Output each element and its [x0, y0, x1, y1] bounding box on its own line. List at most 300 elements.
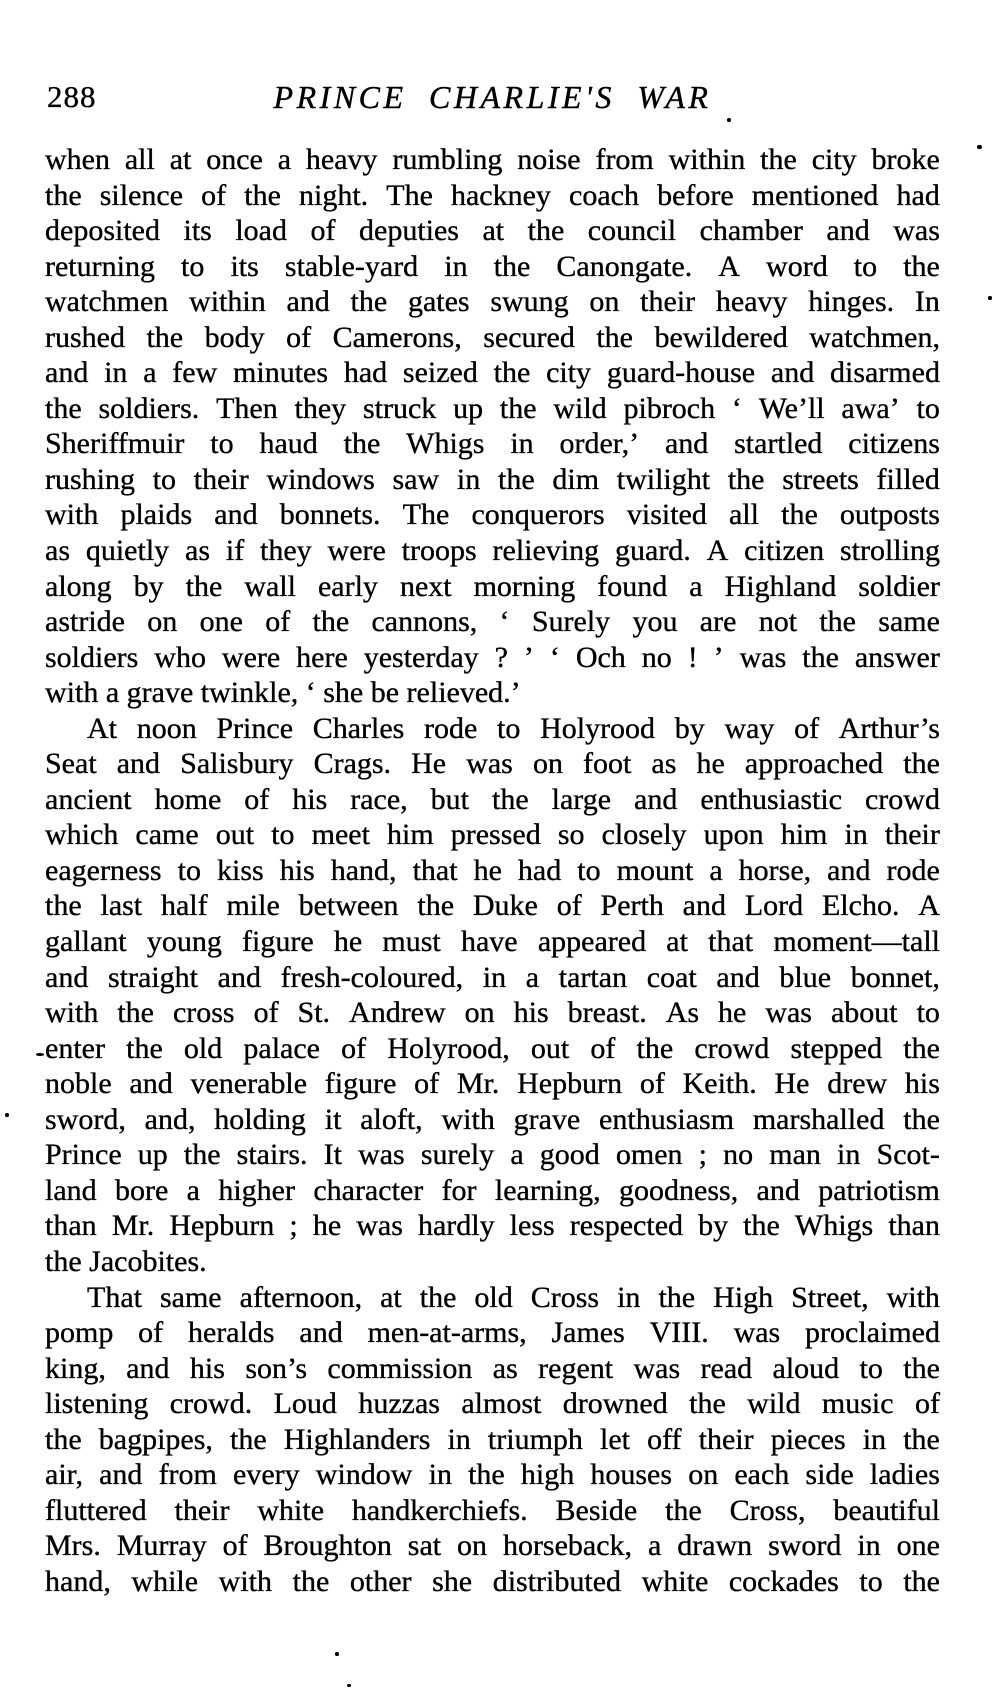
text-line: the Jacobites. — [45, 1244, 207, 1278]
word: seized — [402, 356, 478, 390]
word: aloft, — [360, 1102, 423, 1136]
word: ancient — [45, 782, 132, 816]
word: on — [457, 1529, 488, 1563]
word: was — [356, 1209, 403, 1243]
word: to — [497, 711, 521, 745]
word: Cross, — [729, 1493, 806, 1527]
word: she — [432, 1564, 473, 1598]
text-line — [45, 320, 940, 356]
word: Loud — [273, 1387, 337, 1421]
word: their — [884, 818, 940, 852]
word: the — [493, 356, 531, 390]
word: before — [657, 178, 734, 212]
word: moment—tall — [773, 925, 940, 959]
word: fresh-coloured, — [280, 960, 464, 994]
word: at — [482, 214, 505, 248]
word: the — [781, 498, 818, 532]
word: the — [596, 320, 633, 354]
word: bore — [115, 1173, 169, 1207]
text-line — [45, 1422, 940, 1458]
text-line — [45, 462, 940, 498]
word: meet — [311, 818, 370, 852]
word: noon — [136, 711, 197, 745]
word: A — [918, 889, 940, 923]
text-line — [45, 604, 940, 640]
word: in — [428, 1458, 452, 1492]
word: the — [45, 178, 82, 212]
word: breast. — [567, 996, 647, 1030]
word: haud — [259, 427, 318, 461]
word: his — [189, 1351, 225, 1385]
word: were — [327, 534, 386, 568]
word: his — [513, 996, 549, 1030]
word: council — [587, 214, 677, 248]
word: Mrs. — [45, 1529, 101, 1563]
word: the — [636, 1031, 674, 1065]
word: within — [189, 285, 266, 319]
word: As — [665, 996, 700, 1030]
word: by — [698, 1209, 729, 1243]
text-line: with a grave twinkle, ‘ she be relieved.’ — [45, 676, 521, 710]
word: regent — [538, 1351, 614, 1385]
word: astride — [45, 605, 125, 639]
word: the — [658, 1280, 696, 1314]
word: and — [126, 1351, 170, 1385]
word: Prince — [216, 711, 294, 745]
word: venerable — [190, 1067, 308, 1101]
text-line — [45, 817, 940, 853]
word: their — [193, 462, 249, 496]
word: about — [830, 996, 898, 1030]
word: not — [758, 605, 798, 639]
word: of — [201, 178, 227, 212]
word: and — [129, 1067, 173, 1101]
word: he — [473, 853, 502, 887]
word: to — [853, 249, 878, 283]
word: Och — [575, 640, 626, 674]
word: troops — [401, 534, 477, 568]
word: aloud — [772, 1351, 840, 1385]
word: while — [131, 1564, 199, 1598]
word: the — [343, 427, 381, 461]
word: white — [641, 1564, 709, 1598]
word: deputies — [359, 214, 459, 248]
word: tartan — [558, 960, 628, 994]
word: bagpipes, — [98, 1422, 213, 1456]
word: struck — [362, 391, 437, 425]
word: from — [595, 143, 654, 176]
word: VIII. — [649, 1316, 709, 1350]
text-line — [45, 1386, 940, 1422]
word: Beside — [555, 1493, 638, 1527]
word: with — [45, 498, 99, 532]
word: At — [87, 711, 117, 745]
word: Holyrood, — [387, 1031, 510, 1065]
word: a — [647, 1529, 662, 1563]
ink-speck — [36, 1053, 44, 1056]
word: ; — [698, 1138, 708, 1172]
word: ‘ — [731, 391, 742, 425]
word: ? — [494, 640, 508, 674]
word: of — [914, 1387, 940, 1421]
word: citizen — [744, 534, 825, 568]
word: crowd — [694, 1031, 770, 1065]
word: horseback, — [502, 1529, 633, 1563]
word: on — [589, 285, 620, 319]
word: awa’ — [841, 391, 900, 425]
word: less — [509, 1209, 555, 1243]
word: Mr. — [111, 1209, 155, 1243]
word: they — [260, 534, 312, 568]
word: rumbling — [392, 143, 503, 176]
word: commission — [327, 1351, 473, 1385]
word: was — [733, 1316, 781, 1350]
word: Mr. — [456, 1067, 500, 1101]
word: at — [169, 143, 192, 176]
word: drew — [827, 1067, 888, 1101]
word: marshalled — [752, 1102, 885, 1136]
word: minutes — [233, 356, 329, 390]
word: and — [756, 1173, 800, 1207]
word: Cross — [530, 1280, 600, 1314]
word: Arthur’s — [838, 711, 940, 745]
word: he — [333, 925, 363, 959]
word: wild — [747, 1387, 801, 1421]
word: patriotism — [818, 1173, 940, 1207]
word: he — [696, 747, 725, 781]
text-line — [45, 142, 940, 178]
word: the — [903, 1422, 940, 1456]
text-line — [45, 497, 940, 533]
word: ‘ — [499, 605, 510, 639]
word: He — [411, 747, 447, 781]
text-line — [45, 178, 940, 214]
word: had — [896, 178, 940, 212]
word: the — [244, 178, 281, 212]
word: its — [230, 249, 259, 283]
word: he — [312, 1209, 342, 1243]
word: with — [45, 996, 99, 1030]
word: morning — [473, 569, 576, 603]
word: filled — [876, 462, 940, 496]
word: as — [492, 1351, 518, 1385]
word: as — [45, 534, 70, 568]
word: the — [689, 1387, 726, 1421]
word: the — [760, 143, 797, 176]
word: the — [185, 569, 223, 603]
word: A — [706, 534, 729, 568]
word: the — [419, 1280, 457, 1314]
word: swung — [490, 285, 569, 319]
word: he — [718, 996, 747, 1030]
word: stairs. — [236, 1138, 308, 1172]
word: the — [292, 1564, 330, 1598]
word: closely — [601, 818, 687, 852]
text-line — [45, 1280, 940, 1316]
word: of — [310, 214, 336, 248]
word: the — [903, 1102, 940, 1136]
word: from — [158, 1458, 217, 1492]
word: Salisbury — [180, 747, 294, 781]
ink-speck — [977, 145, 982, 149]
word: figure — [324, 1067, 397, 1101]
word: early — [317, 569, 378, 603]
word: land — [45, 1173, 97, 1207]
word: and — [770, 356, 815, 390]
word: Highland — [724, 569, 837, 603]
word: pomp — [45, 1316, 114, 1350]
word: rushing — [45, 462, 135, 496]
word: quietly — [85, 534, 170, 568]
text-line — [45, 853, 940, 889]
word: goodness, — [619, 1173, 739, 1207]
word: the — [903, 1031, 940, 1065]
word: Murray — [116, 1529, 207, 1563]
word: crowd — [864, 782, 940, 816]
word: Then — [216, 391, 278, 425]
word: The — [386, 178, 433, 212]
word: as — [651, 747, 677, 781]
word: rode — [886, 853, 940, 887]
word: straight — [108, 960, 198, 994]
word: way — [724, 711, 775, 745]
word: was — [893, 214, 940, 248]
word: Broughton — [263, 1529, 392, 1563]
word: yesterday — [363, 640, 479, 674]
word: and — [217, 960, 261, 994]
word: surely — [420, 1138, 495, 1172]
word: and — [99, 1458, 143, 1492]
word: one — [896, 1529, 940, 1563]
word: with — [886, 1280, 940, 1314]
word: men-at-arms, — [367, 1316, 527, 1350]
word: in — [837, 1138, 861, 1172]
word: on — [688, 1458, 719, 1492]
word: It — [323, 1138, 342, 1172]
word: learning, — [494, 1173, 601, 1207]
word: to — [152, 462, 177, 496]
word: a — [709, 853, 723, 887]
word: cockades — [728, 1564, 839, 1598]
word: hackney — [450, 178, 551, 212]
word: and — [827, 853, 871, 887]
word: within — [668, 143, 746, 176]
word: crowd. — [169, 1387, 253, 1421]
word: of — [590, 1031, 616, 1065]
word: We’ll — [758, 391, 825, 425]
word: the — [126, 1031, 163, 1065]
word: watchmen, — [809, 320, 940, 354]
word: fluttered — [45, 1493, 147, 1527]
text-line — [45, 1564, 940, 1600]
word: a — [510, 1138, 524, 1172]
word: and — [299, 1316, 343, 1350]
word: rode — [424, 711, 478, 745]
word: was — [466, 747, 513, 781]
word: to — [859, 1351, 883, 1385]
word: a — [277, 143, 292, 176]
word: of — [286, 320, 312, 354]
word: young — [146, 925, 222, 959]
word: the — [802, 640, 839, 674]
word: in — [456, 462, 481, 496]
word: bonnets. — [279, 498, 381, 532]
word: when — [45, 143, 110, 176]
word: answer — [854, 640, 940, 674]
word: who — [154, 640, 206, 674]
word: white — [257, 1493, 325, 1527]
word: Highlanders — [283, 1422, 431, 1456]
word: bewildered — [654, 320, 788, 354]
word: the — [312, 605, 350, 639]
word: by — [674, 711, 705, 745]
word: the — [727, 462, 765, 496]
word: good — [539, 1138, 600, 1172]
running-title: PRINCE CHARLIE'S WAR — [273, 79, 712, 115]
text-line — [45, 1173, 940, 1209]
text-line — [45, 1031, 940, 1067]
word: the — [491, 782, 529, 816]
word: and — [116, 747, 161, 781]
word: triumph — [487, 1422, 583, 1456]
word: out — [215, 818, 255, 852]
word: up — [453, 391, 484, 425]
word: let — [600, 1422, 630, 1456]
ink-speck — [335, 1652, 339, 1656]
word: to — [577, 853, 601, 887]
word: on — [532, 747, 563, 781]
word: bonnet, — [850, 960, 940, 994]
word: Charles — [312, 711, 405, 745]
word: hinges. — [808, 285, 895, 319]
word: no — [723, 1138, 754, 1172]
text-line — [45, 533, 940, 569]
word: kiss — [216, 853, 264, 887]
word: startled — [734, 427, 823, 461]
word: that — [708, 925, 754, 959]
word: the — [903, 1564, 940, 1598]
word: cannons, — [371, 605, 478, 639]
word: was — [765, 996, 812, 1030]
word: at — [380, 1280, 402, 1314]
word: A — [718, 249, 740, 283]
word: last — [100, 889, 143, 923]
word: in — [447, 1422, 471, 1456]
text-line — [45, 1493, 940, 1529]
text-line — [45, 1457, 940, 1493]
word: so — [557, 818, 585, 852]
word: up — [137, 1138, 168, 1172]
word: He — [774, 1067, 810, 1101]
word: of — [244, 782, 270, 816]
word: along — [45, 569, 112, 603]
word: had — [517, 853, 562, 887]
word: between — [298, 889, 399, 923]
word: in — [857, 1529, 881, 1563]
word: the — [183, 1138, 221, 1172]
ink-speck — [5, 1113, 9, 1117]
word: had — [343, 356, 388, 390]
text-line — [45, 1066, 940, 1102]
word: and — [45, 356, 89, 390]
word: heralds — [187, 1316, 275, 1350]
word: with — [441, 1102, 495, 1136]
word: and — [664, 427, 709, 461]
word: heavy — [305, 143, 378, 176]
text-line — [45, 746, 940, 782]
word: must — [382, 925, 441, 959]
word: horse, — [738, 853, 812, 887]
word: home — [154, 782, 222, 816]
word: was — [358, 1138, 405, 1172]
word: hand, — [330, 853, 397, 887]
word: blue — [779, 960, 832, 994]
word: Whigs — [406, 427, 485, 461]
word: to — [916, 391, 940, 425]
word: the — [903, 747, 940, 781]
word: to — [271, 818, 295, 852]
word: his — [904, 1067, 940, 1101]
ink-speck — [347, 1684, 351, 1687]
word: windows — [266, 462, 375, 496]
word: all — [124, 143, 155, 176]
word: chamber — [699, 214, 803, 248]
word: once — [206, 143, 263, 176]
word: and — [826, 214, 870, 248]
word: were — [221, 640, 281, 674]
word: enthusiasm — [599, 1102, 735, 1136]
word: returning — [45, 249, 155, 283]
word: city — [811, 143, 857, 176]
word: its — [183, 214, 212, 248]
word: mile — [226, 889, 280, 923]
word: of — [639, 1067, 665, 1101]
word: in — [510, 427, 534, 461]
word: the — [350, 285, 388, 319]
word: noise — [517, 143, 581, 176]
word: strolling — [839, 534, 940, 568]
word: St. — [297, 996, 331, 1030]
ink-speck — [988, 296, 992, 300]
word: ‘ — [549, 640, 560, 674]
word: soldiers — [45, 640, 139, 674]
word: silence — [99, 178, 184, 212]
text-line — [45, 355, 940, 391]
word: old — [474, 1280, 513, 1314]
word: race, — [350, 782, 408, 816]
word: of — [794, 711, 820, 745]
word: Lord — [744, 889, 804, 923]
word: the — [527, 214, 565, 248]
word: by — [133, 569, 164, 603]
text-line — [45, 1315, 940, 1351]
word: drawn — [677, 1529, 753, 1563]
word: off — [647, 1422, 682, 1456]
word: but — [430, 782, 469, 816]
word: palace — [243, 1031, 320, 1065]
page-number: 288 — [47, 79, 97, 114]
word: drowned — [562, 1387, 668, 1421]
word: grave — [513, 1102, 581, 1136]
word: old — [183, 1031, 223, 1065]
word: out — [530, 1031, 570, 1065]
word: Elcho. — [821, 889, 900, 923]
word: of — [222, 1529, 248, 1563]
word: to — [916, 996, 940, 1030]
word: ; — [289, 1209, 298, 1243]
text-line — [45, 249, 940, 285]
text-line — [45, 284, 940, 320]
